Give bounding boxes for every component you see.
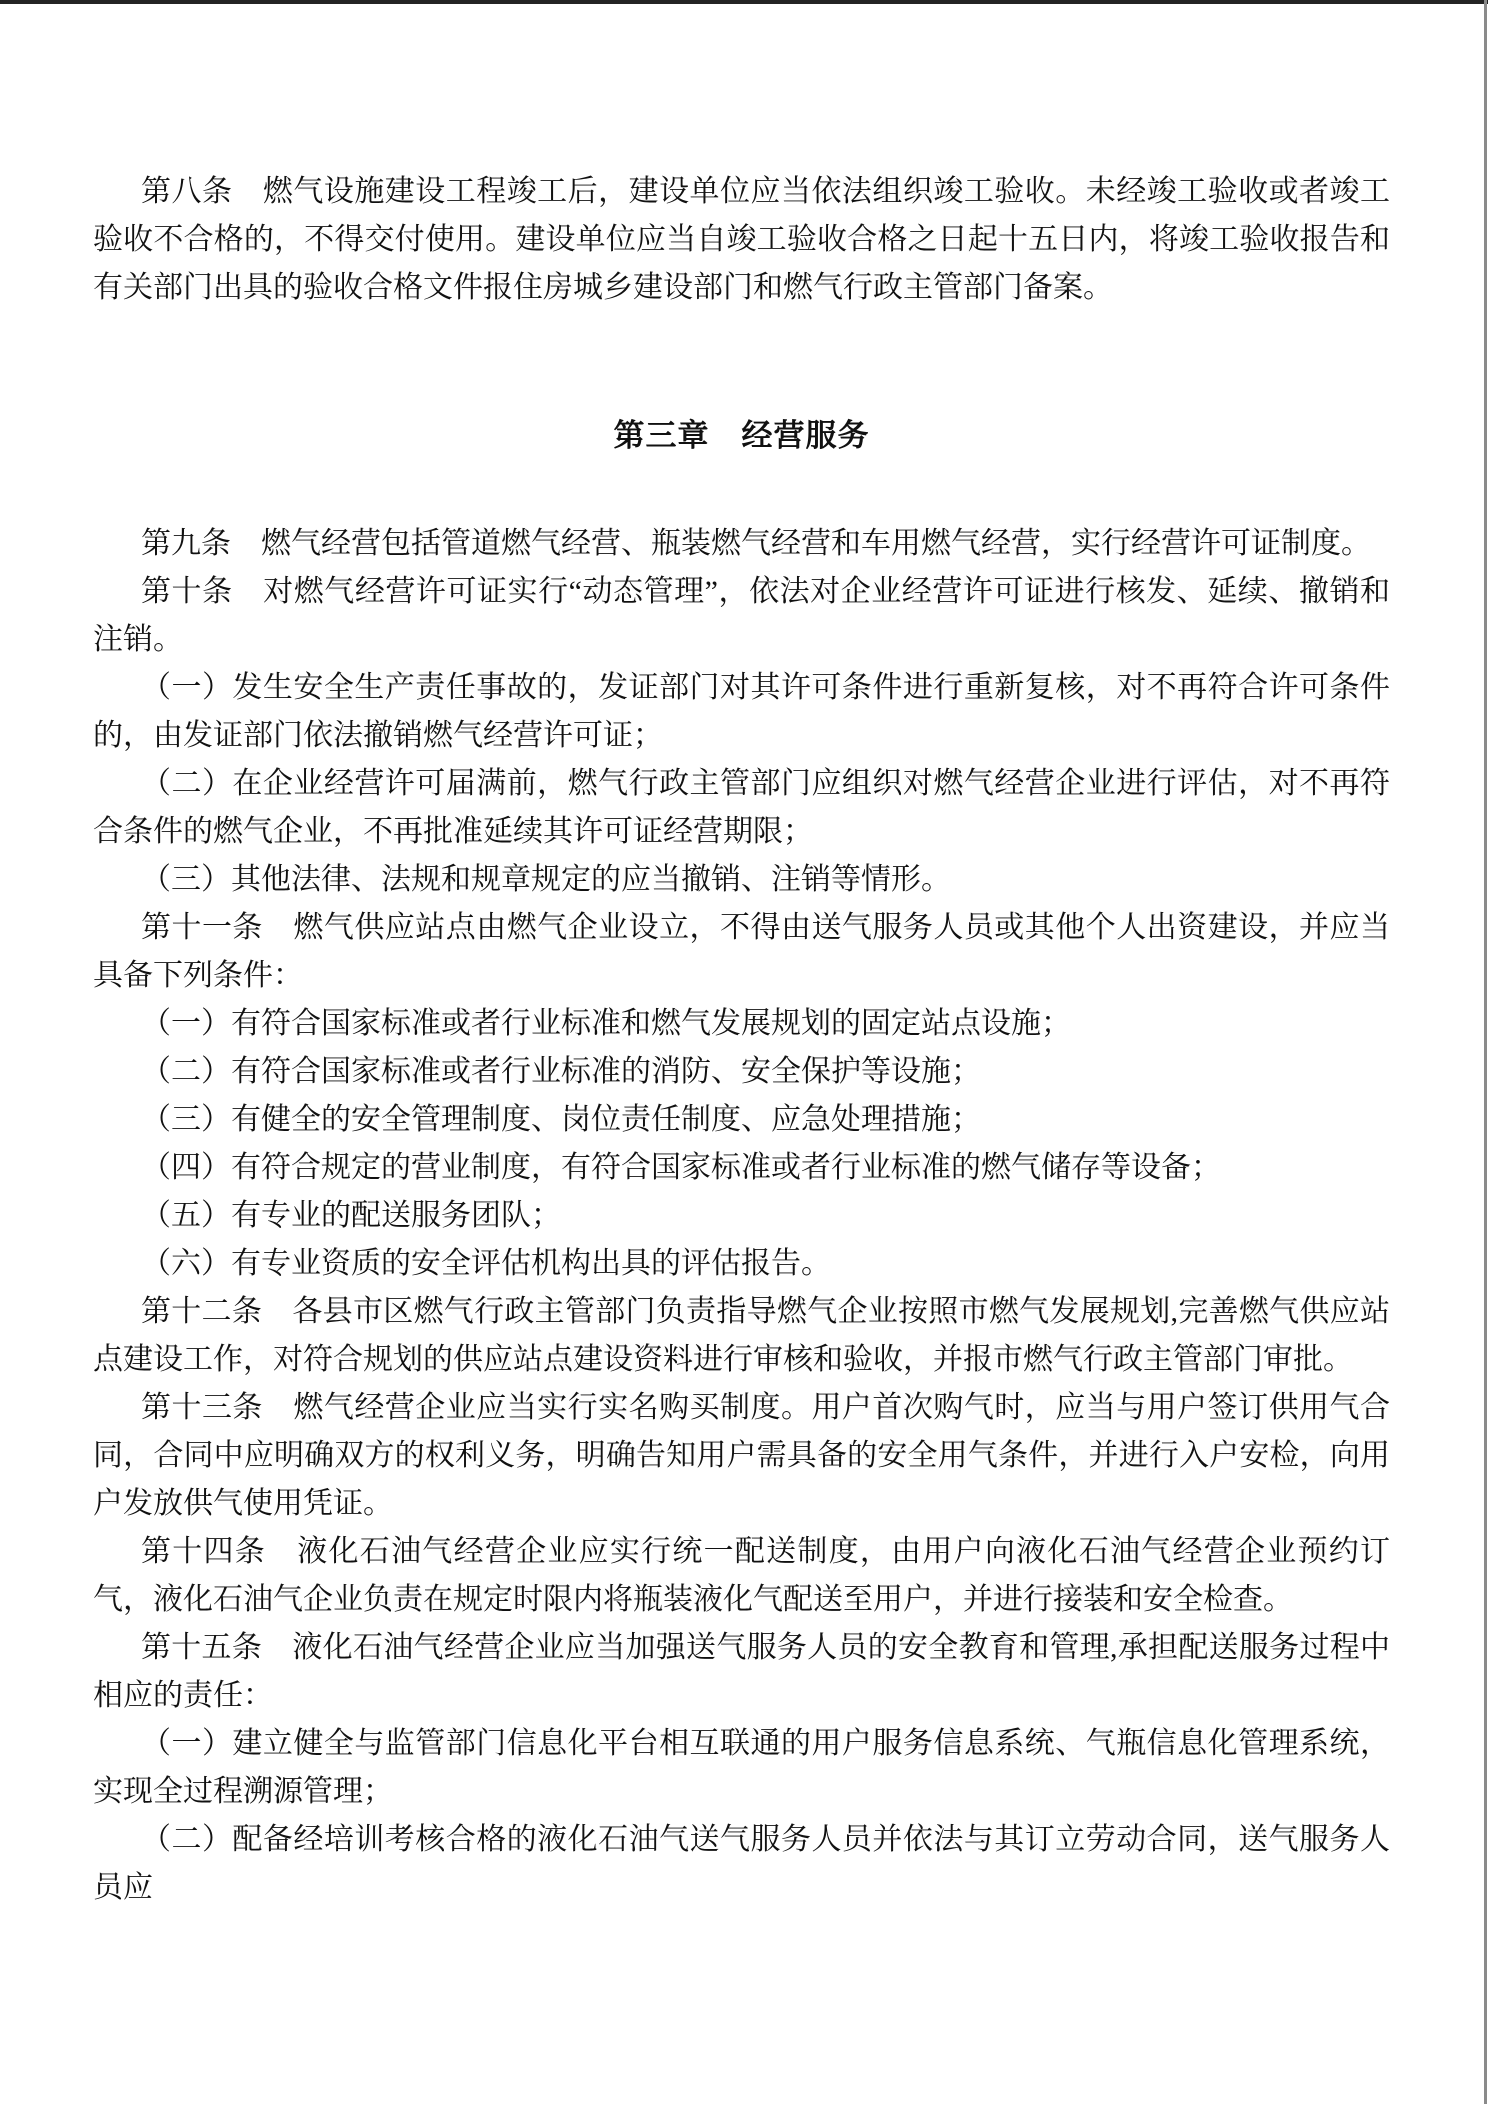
paragraph-article-15: 第十五条 液化石油气经营企业应当加强送气服务人员的安全教育和管理,承担配送服务过程中相应的责任：	[93, 1631, 1390, 1712]
paragraph-article-14: 第十四条 液化石油气经营企业应实行统一配送制度，由用户向液化石油气经营企业预约订气，液化石油气企业负责在规定时限内将瓶装液化气配送至用户，并进行接装和安全检查。	[93, 1535, 1390, 1616]
chapter-heading: 第三章 经营服务	[613, 418, 870, 453]
paragraph-article-10-item-1: （一）发生安全生产责任事故的，发证部门对其许可条件进行重新复核，对不再符合许可条件的，由发证部门依法撤销燃气经营许可证；	[93, 671, 1390, 752]
paragraph-article-15-item-1: （一）建立健全与监管部门信息化平台相互联通的用户服务信息系统、气瓶信息化管理系统，实现全过程溯源管理；	[93, 1727, 1390, 1808]
paragraph-article-10: 第十条 对燃气经营许可证实行“动态管理”，依法对企业经营许可证进行核发、延续、撤销和注销。	[93, 575, 1390, 656]
page-right-edge	[1484, 0, 1487, 2104]
paragraph-article-11-item-2: （二）有符合国家标准或者行业标准的消防、安全保护等设施；	[141, 1055, 981, 1088]
document-content	[93, 0, 1390, 1912]
paragraph-article-12: 第十二条 各县市区燃气行政主管部门负责指导燃气企业按照市燃气发展规划,完善燃气供应站点建设工作，对符合规划的供应站点建设资料进行审核和验收，并报市燃气行政主管部门审批。	[93, 1295, 1390, 1376]
paragraph-article-15-item-2: （二）配备经培训考核合格的液化石油气送气服务人员并依法与其订立劳动合同，送气服务人员应	[93, 1823, 1390, 1904]
paragraph-article-11-item-3: （三）有健全的安全管理制度、岗位责任制度、应急处理措施；	[141, 1103, 981, 1136]
paragraph-article-8: 第八条 燃气设施建设工程竣工后，建设单位应当依法组织竣工验收。未经竣工验收或者竣工验收不合格的，不得交付使用。建设单位应当自竣工验收合格之日起十五日内，将竣工验收报告和有关部门出具的验收合格文件报住房城乡建设部门和燃气行政主管部门备案。	[93, 175, 1390, 304]
paragraph-article-9: 第九条 燃气经营包括管道燃气经营、瓶装燃气经营和车用燃气经营，实行经营许可证制度。	[141, 527, 1371, 560]
paragraph-article-11-item-4: （四）有符合规定的营业制度，有符合国家标准或者行业标准的燃气储存等设备；	[141, 1151, 1221, 1184]
paragraph-article-11-item-5: （五）有专业的配送服务团队；	[141, 1199, 561, 1232]
paragraph-article-13: 第十三条 燃气经营企业应当实行实名购买制度。用户首次购气时，应当与用户签订供用气合同，合同中应明确双方的权利义务，明确告知用户需具备的安全用气条件，并进行入户安检，向用户发放供气使用凭证。	[93, 1391, 1390, 1520]
paragraph-article-11-item-6: （六）有专业资质的安全评估机构出具的评估报告。	[141, 1247, 831, 1280]
paragraph-article-10-item-2: （二）在企业经营许可届满前，燃气行政主管部门应组织对燃气经营企业进行评估，对不再符合条件的燃气企业，不再批准延续其许可证经营期限；	[93, 767, 1390, 848]
paragraph-article-10-item-3: （三）其他法律、法规和规章规定的应当撤销、注销等情形。	[141, 863, 951, 896]
paragraph-article-11-item-1: （一）有符合国家标准或者行业标准和燃气发展规划的固定站点设施；	[141, 1007, 1071, 1040]
paragraph-article-11: 第十一条 燃气供应站点由燃气企业设立，不得由送气服务人员或其他个人出资建设，并应当具备下列条件：	[93, 911, 1390, 992]
